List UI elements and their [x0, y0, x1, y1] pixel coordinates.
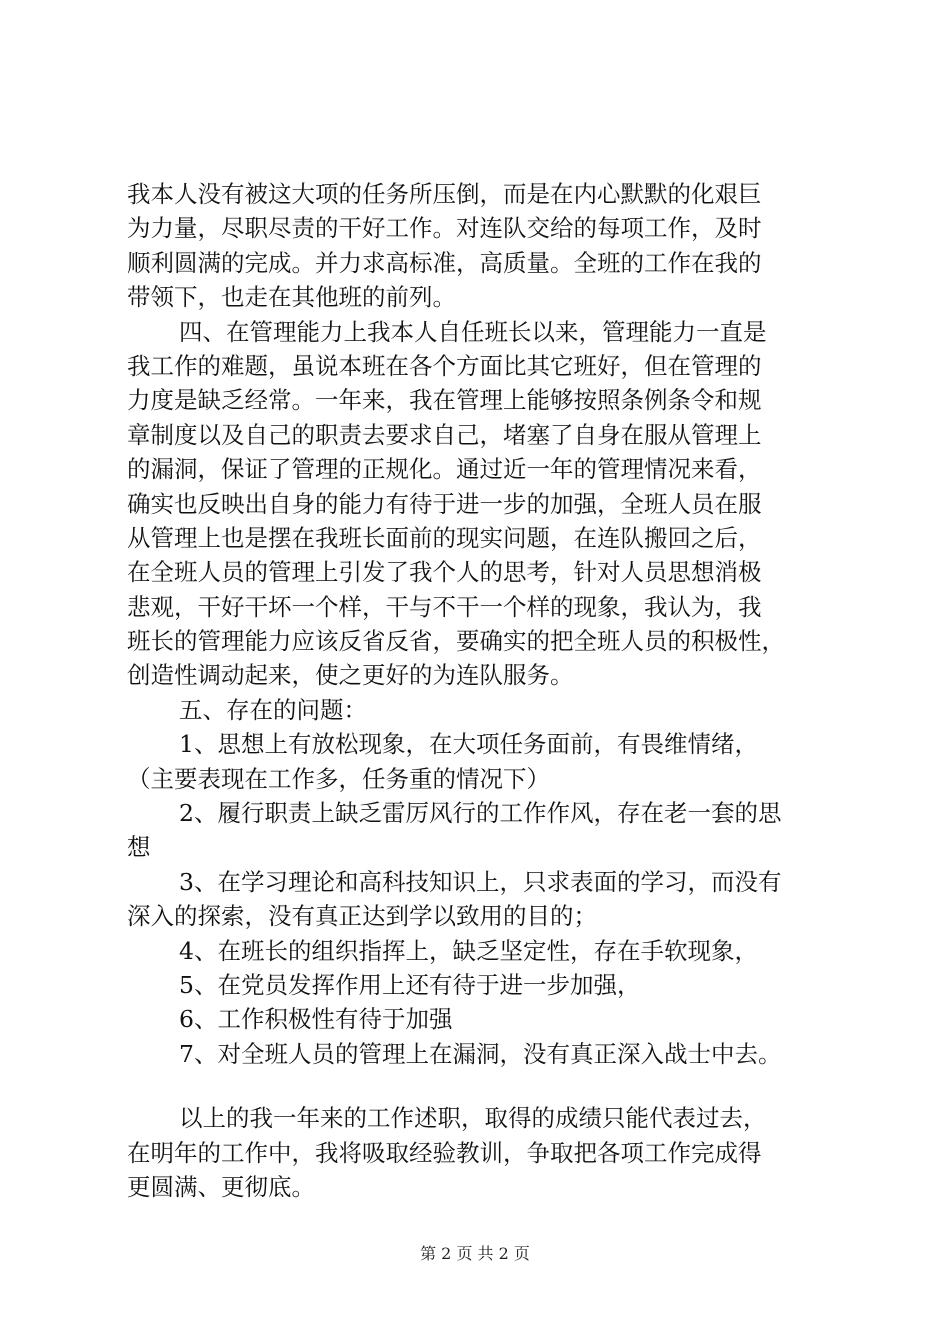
text-line: 力度是缺乏经常。一年来，我在管理上能够按照条例条令和规 — [127, 386, 762, 415]
list-item: 4、在班长的组织指挥上，缺乏坚定性，存在手软现象， — [179, 936, 758, 965]
closing-paragraph-line: 在明年的工作中，我将吸取经验教训，争取把各项工作完成得 — [127, 1138, 762, 1167]
text-line: 深入的探索，没有真正达到学以致用的目的； — [127, 902, 597, 931]
page-number-footer: 第 2 页 共 2 页 — [420, 1244, 530, 1263]
list-item: 1、思想上有放松现象，在大项任务面前，有畏维情绪， — [179, 730, 758, 759]
section-heading-problems: 五、存在的问题： — [179, 695, 367, 724]
list-item: 7、对全班人员的管理上在漏洞，没有真正深入战士中去。 — [179, 1039, 782, 1068]
list-item: 2、履行职责上缺乏雷厉风行的工作作风，存在老一套的思 — [179, 799, 782, 828]
text-line: 想 — [127, 833, 151, 862]
document-body — [127, 177, 839, 1204]
section-heading-management: 四、在管理能力上我本人自任班长以来，管理能力一直是 — [179, 317, 767, 346]
text-line: 为力量，尽职尽责的干好工作。对连队交给的每项工作，及时 — [127, 214, 762, 243]
text-line: 带领下，也走在其他班的前列。 — [127, 283, 456, 312]
text-line: 从管理上也是摆在我班长面前的现实问题，在连队搬回之后， — [127, 523, 762, 552]
text-line: 班长的管理能力应该反省反省，要确实的把全班人员的积极性， — [127, 627, 785, 656]
text-line: 悲观，干好干坏一个样，干与不干一个样的现象，我认为，我 — [127, 592, 762, 621]
text-line: 在全班人员的管理上引发了我个人的思考，针对人员思想消极 — [127, 558, 762, 587]
text-line: 章制度以及自己的职责去要求自己，堵塞了自身在服从管理上 — [127, 420, 762, 449]
closing-paragraph-line: 以上的我一年来的工作述职，取得的成绩只能代表过去， — [179, 1104, 767, 1133]
text-line: 我工作的难题，虽说本班在各个方面比其它班好，但在管理的 — [127, 351, 762, 380]
text-line: 的漏洞，保证了管理的正规化。通过近一年的管理情况来看， — [127, 455, 762, 484]
text-line: 我本人没有被这大项的任务所压倒，而是在内心默默的化艰巨 — [127, 180, 762, 208]
paragraph-gap — [127, 1071, 839, 1101]
text-line: 创造性调动起来，使之更好的为连队服务。 — [127, 661, 574, 690]
text-line: 顺利圆满的完成。并力求高标准，高质量。全班的工作在我的 — [127, 248, 762, 277]
list-item: 5、在党员发挥作用上还有待于进一步加强， — [179, 970, 641, 999]
text-line: 确实也反映出自身的能力有待于进一步的加强，全班人员在服 — [127, 489, 762, 518]
closing-paragraph-line: 更圆满、更彻底。 — [127, 1172, 315, 1201]
text-line: （主要表现在工作多，任务重的情况下） — [127, 764, 550, 793]
list-item: 6、工作积极性有待于加强 — [179, 1005, 453, 1034]
list-item: 3、在学习理论和高科技知识上，只求表面的学习，而没有 — [179, 867, 782, 896]
